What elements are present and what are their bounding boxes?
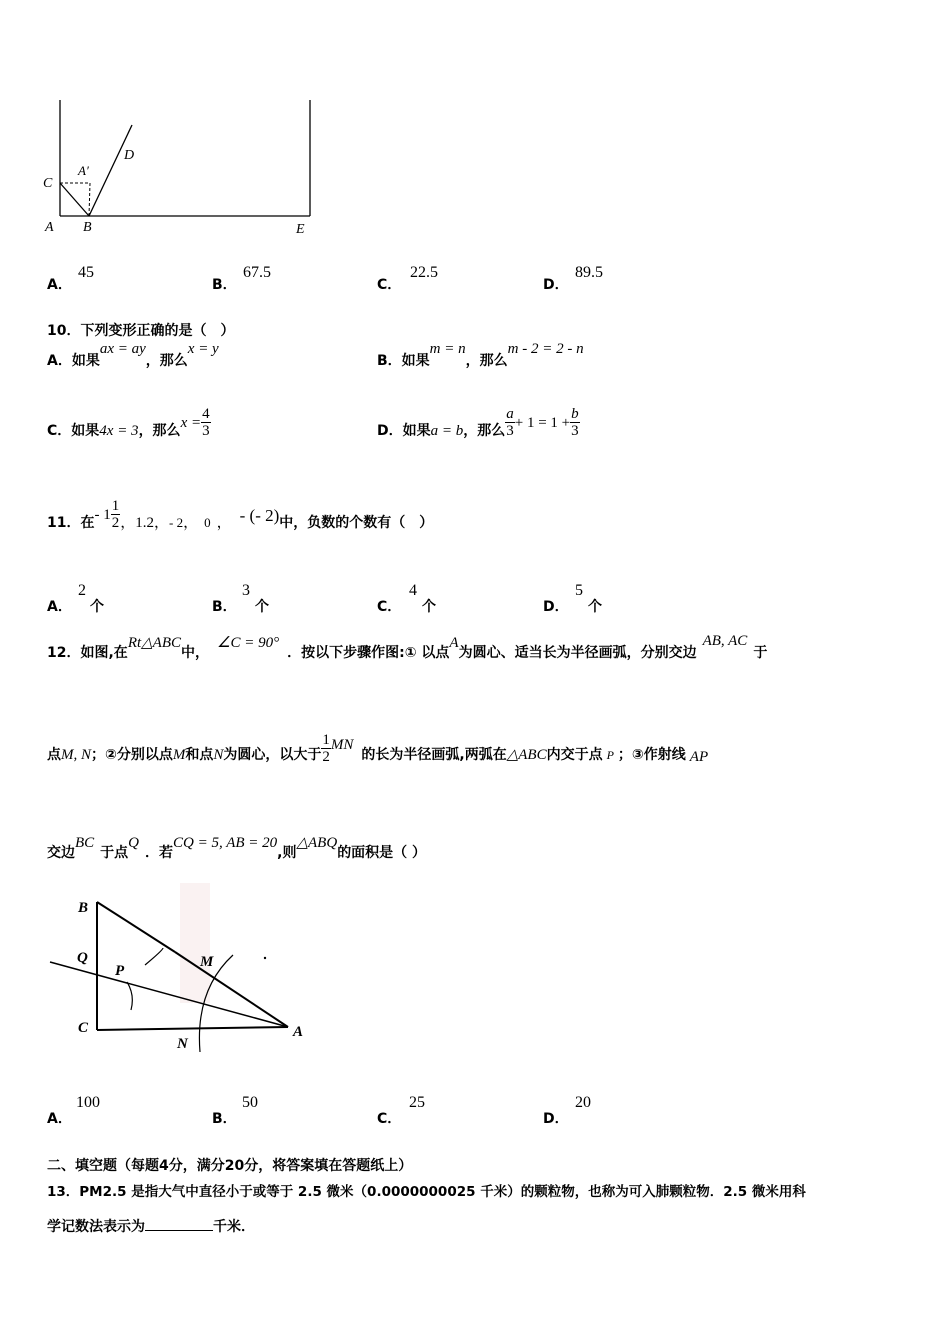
q12-line-2 — [47, 732, 917, 771]
q12-option-c-letter: C． — [377, 1111, 402, 1127]
q12-angle: ∠C = 90° — [217, 635, 280, 651]
q10-a-then: ，那么 — [145, 353, 188, 369]
section-2-heading: 二、填空题（每题4分，满分20分，将答案填在答题纸上） — [47, 1158, 413, 1174]
q12-l2-f: 内交于点 — [546, 747, 603, 763]
fig2-label-N: N — [177, 1036, 188, 1052]
q10-stem: 10．下列变形正确的是（ ） — [47, 323, 235, 339]
fig2-side-BA — [97, 902, 175, 952]
fig1-label-D: D — [124, 148, 135, 163]
q11-item-1: ，1.2， — [120, 515, 169, 531]
q12-l2-d: 为圆心，以大于 — [223, 747, 322, 763]
q10-c-denominator: 3 — [202, 423, 210, 439]
q11-neg-int: - 1 — [94, 507, 111, 523]
q12-triangle-abc: △ABC — [506, 747, 547, 763]
q12-segment-mn: MN — [330, 737, 354, 753]
q11-option-d-value: 5 — [575, 582, 583, 599]
q11-item-2: - 2 — [169, 515, 184, 530]
q12-l2-g: ；③作射线 — [617, 747, 686, 763]
q10-option-d — [377, 406, 580, 447]
q12-option-d-letter: D． — [543, 1111, 569, 1127]
q12-l1-d: 为圆心、适当长为半径画弧，分别交边 — [458, 645, 697, 661]
q10-c-expr1: 4x = 3 — [99, 423, 139, 439]
fig2-arc-P1 — [145, 948, 163, 965]
q9-option-a-letter: A． — [47, 277, 72, 293]
q10-c-numerator: 4 — [202, 406, 210, 422]
q12-option-d-value: 20 — [575, 1094, 591, 1111]
q10-c-lhs: x = — [180, 415, 202, 431]
q11-option-d-letter: D． — [543, 599, 569, 615]
q10-b-if: 如果 — [401, 353, 430, 369]
fig1-label-E: E — [296, 222, 305, 237]
q10-b-letter: B． — [377, 353, 402, 369]
q13-line-2-start: 学记数法表示为 — [47, 1219, 145, 1235]
q12-l3-b: 于点 — [100, 845, 129, 861]
q11-option-c-unit: 个 — [422, 599, 436, 615]
q12-l2-b: ；②分别以点 — [91, 747, 173, 763]
q12-option-a-letter: A． — [47, 1111, 72, 1127]
q12-point-n: N — [213, 747, 224, 763]
q12-l1-a: 12．如图,在 — [47, 645, 128, 661]
q12-l3-c: ．若 — [145, 845, 174, 861]
q11-mixed-fraction — [111, 498, 121, 531]
q10-d-if: 如果 — [402, 423, 431, 439]
q10-d-then: ，那么 — [463, 423, 506, 439]
q10-option-c — [47, 406, 211, 447]
fig2-label-A: A — [293, 1024, 304, 1040]
q11-option-a-letter: A． — [47, 599, 72, 615]
q13-line-1: 13．PM2.5 是指大气中直径小于或等于 2.5 微米（0.0000000025 千米）的颗粒物，也称为可入肺颗粒物．2.5 微米用科 — [47, 1184, 806, 1200]
fig1-line-CB — [60, 183, 89, 216]
q9-option-d-value: 89.5 — [575, 264, 603, 281]
q10-c-letter: C． — [47, 423, 72, 439]
q12-l2-c: 和点 — [185, 747, 214, 763]
q11-suffix: 中，负数的个数有（ ） — [279, 515, 434, 531]
q9-option-b-letter: B． — [212, 277, 237, 293]
fig1-label-A: A — [45, 220, 54, 235]
q12-l1-e: 于 — [753, 645, 768, 661]
q9-option-d-letter: D． — [543, 277, 569, 293]
q12-point-p: P — [606, 748, 614, 762]
q11-option-b-unit: 个 — [255, 599, 269, 615]
q10-d-letter: D． — [377, 423, 403, 439]
q12-option-c-value: 25 — [409, 1094, 425, 1111]
q10-d-num-b: b — [571, 406, 579, 422]
q10-b-expr1: m = n — [429, 341, 466, 357]
q11-option-b-value: 3 — [242, 582, 250, 599]
q10-d-den-a: 3 — [506, 423, 514, 439]
q11-item-6: - (- 2) — [239, 506, 280, 525]
q12-l2-a: 点 — [47, 747, 61, 763]
q12-point-a: A — [449, 635, 459, 651]
q11-prefix: 11．在 — [47, 515, 95, 531]
q11-denominator: 2 — [111, 515, 120, 531]
q11-item-3: ， — [183, 515, 199, 531]
q11-option-a-value: 2 — [78, 582, 86, 599]
q10-d-den-b: 3 — [571, 423, 579, 439]
q13-line-2-end: 千米． — [213, 1219, 255, 1235]
q12-half-fraction — [321, 732, 331, 765]
q10-d-fraction-b — [570, 406, 580, 439]
q12-line-1 — [47, 633, 907, 662]
fig2-smudge — [180, 883, 210, 1003]
q10-option-b — [377, 341, 584, 370]
q11-option-a-unit: 个 — [90, 599, 104, 615]
q10-a-if: 如果 — [71, 353, 100, 369]
q12-option-b-letter: B． — [212, 1111, 237, 1127]
q10-c-fraction — [201, 406, 211, 439]
fig1-label-C: C — [43, 176, 53, 191]
q12-option-a-value: 100 — [76, 1094, 100, 1111]
q12-l3-e: 的面积是（ ） — [337, 845, 427, 861]
q11-option-c-value: 4 — [409, 582, 417, 599]
fig2-label-M: M — [200, 954, 214, 970]
fig2-label-B: B — [78, 900, 89, 916]
q12-half-den: 2 — [322, 749, 330, 765]
fig1-dashed-AB — [89, 183, 90, 216]
q12-l3-a: 交边 — [47, 845, 75, 861]
q12-rt-triangle: Rt△ABC — [127, 635, 182, 651]
q11-option-c-letter: C． — [377, 599, 402, 615]
q12-l1-b: 中， — [181, 645, 210, 661]
q11-option-b-letter: B． — [212, 599, 237, 615]
q12-ray-ap: AP — [689, 749, 709, 765]
q10-a-expr2: x = y — [187, 341, 219, 357]
q10-d-fraction-a — [505, 406, 515, 439]
q10-a-expr1: ax = ay — [99, 341, 146, 357]
fig1-line-BD — [89, 125, 135, 216]
fig2-label-Q: Q — [77, 950, 88, 966]
fig2-side-CA — [97, 1027, 288, 1030]
q10-d-num-a: a — [506, 406, 514, 422]
q12-line-3 — [47, 835, 427, 861]
q12-point-q: Q — [128, 835, 140, 851]
q12-point-m: M — [172, 747, 186, 763]
fig2-dot — [264, 957, 266, 959]
q11-numerator: 1 — [111, 498, 120, 514]
q9-option-b-value: 67.5 — [243, 264, 271, 281]
q12-l1-c: ．按以下步骤作图:① 以点 — [287, 645, 450, 661]
q12-points-mn: M, N — [61, 747, 91, 763]
q10-d-expr1: a = b — [430, 423, 464, 439]
q10-c-if: 如果 — [71, 423, 100, 439]
fig2-arc-P2 — [127, 982, 132, 1010]
q11-item-5: ， — [216, 515, 232, 531]
q10-a-letter: A． — [47, 353, 72, 369]
q13-answer-blank[interactable] — [145, 1218, 213, 1231]
figure-triangle-construction — [45, 880, 325, 1060]
q11-stem — [47, 500, 433, 533]
q11-option-d-unit: 个 — [588, 599, 602, 615]
fig2-ray-AP — [50, 962, 288, 1027]
q10-b-expr2: m - 2 = 2 - n — [507, 341, 584, 357]
fig1-label-A-prime: A′ — [78, 163, 89, 178]
q10-d-mid: + 1 = 1 + — [514, 415, 571, 431]
fig2-label-C: C — [78, 1020, 89, 1036]
q10-c-then: ，那么 — [138, 423, 181, 439]
q13-line-2 — [47, 1216, 255, 1236]
q9-option-a-value: 45 — [78, 264, 94, 281]
q12-l3-d: ,则 — [277, 845, 297, 861]
fig2-label-P: P — [115, 963, 125, 979]
q9-option-c-value: 22.5 — [410, 264, 438, 281]
q12-triangle-abq: △ABQ — [296, 835, 338, 851]
q12-condition: CQ = 5, AB = 20 — [173, 835, 278, 851]
q10-option-a — [47, 341, 219, 370]
q12-sides-ab-ac: AB, AC — [702, 633, 748, 649]
figure-rectangle-fold — [40, 95, 330, 240]
q12-half-num: 1 — [322, 732, 330, 748]
q10-b-then: ，那么 — [465, 353, 508, 369]
q12-l2-e: 的长为半径画弧,两弧在 — [361, 747, 507, 763]
q12-side-bc: BC — [75, 835, 95, 851]
fig1-label-B: B — [83, 220, 92, 235]
q12-option-b-value: 50 — [242, 1094, 258, 1111]
q9-option-c-letter: C． — [377, 277, 402, 293]
q11-item-4: 0 — [204, 515, 211, 530]
